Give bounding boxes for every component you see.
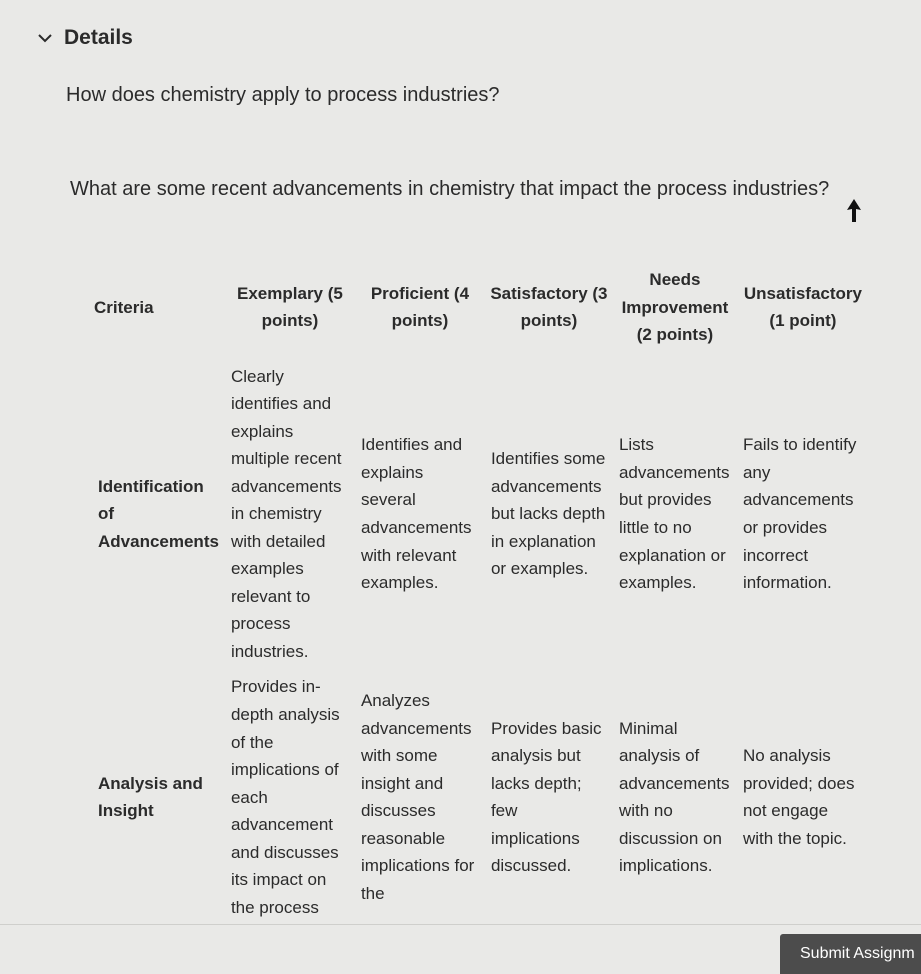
rubric-header-row	[92, 266, 869, 359]
cell-identification-proficient: Identifies and explains several advancements with relevant examples.	[360, 435, 472, 593]
details-label: Details	[64, 26, 133, 49]
cell-analysis-needs-improvement: Minimal analysis of advancements with no discussion on implications.	[618, 718, 730, 876]
mouse-cursor-icon	[846, 198, 862, 224]
divider	[0, 924, 921, 925]
cell-analysis-exemplary: Provides in-depth analysis of the implications of each advancement and discusses its impact on the process	[230, 677, 340, 917]
header-needs-improvement: Needs Improvement (2 points)	[621, 270, 729, 345]
details-toggle[interactable]	[36, 26, 133, 50]
question-2: What are some recent advancements in chemistry that impact the process industries?	[70, 178, 830, 200]
cell-identification-satisfactory: Identifies some advancements but lacks depth in explanation or examples.	[490, 449, 606, 579]
cell-identification-needs-improvement: Lists advancements but provides little to no explanation or examples.	[618, 435, 730, 593]
cell-analysis-unsatisfactory: No analysis provided; does not engage with the topic.	[742, 746, 855, 848]
criterion-identification: Identification of Advancements	[98, 477, 219, 551]
cell-identification-exemplary: Clearly identifies and explains multiple recent advancements in chemistry with detailed examples relevant to process industries.	[230, 366, 342, 661]
cell-analysis-proficient: Analyzes advancements with some insight and discusses reasonable implications for the	[360, 691, 475, 903]
question-1: How does chemistry apply to process industries?	[66, 84, 500, 106]
header-unsatisfactory: Unsatisfactory (1 point)	[743, 283, 862, 331]
cell-analysis-satisfactory: Provides basic analysis but lacks depth; few implications discussed.	[490, 718, 602, 876]
chevron-down-icon	[36, 29, 54, 47]
rubric-row-identification	[92, 359, 869, 670]
criterion-analysis: Analysis and Insight	[98, 774, 203, 821]
header-proficient: Proficient (4 points)	[370, 283, 470, 331]
cell-identification-unsatisfactory: Fails to identify any advancements or provides incorrect information.	[742, 435, 857, 593]
header-exemplary: Exemplary (5 points)	[237, 283, 343, 331]
header-criteria: Criteria	[94, 297, 154, 317]
submit-assignment-button[interactable]	[780, 934, 921, 974]
submit-label: Submit Assignm	[800, 945, 915, 962]
rubric-table	[92, 266, 869, 925]
header-satisfactory: Satisfactory (3 points)	[490, 283, 608, 331]
rubric-row-analysis	[92, 669, 869, 925]
